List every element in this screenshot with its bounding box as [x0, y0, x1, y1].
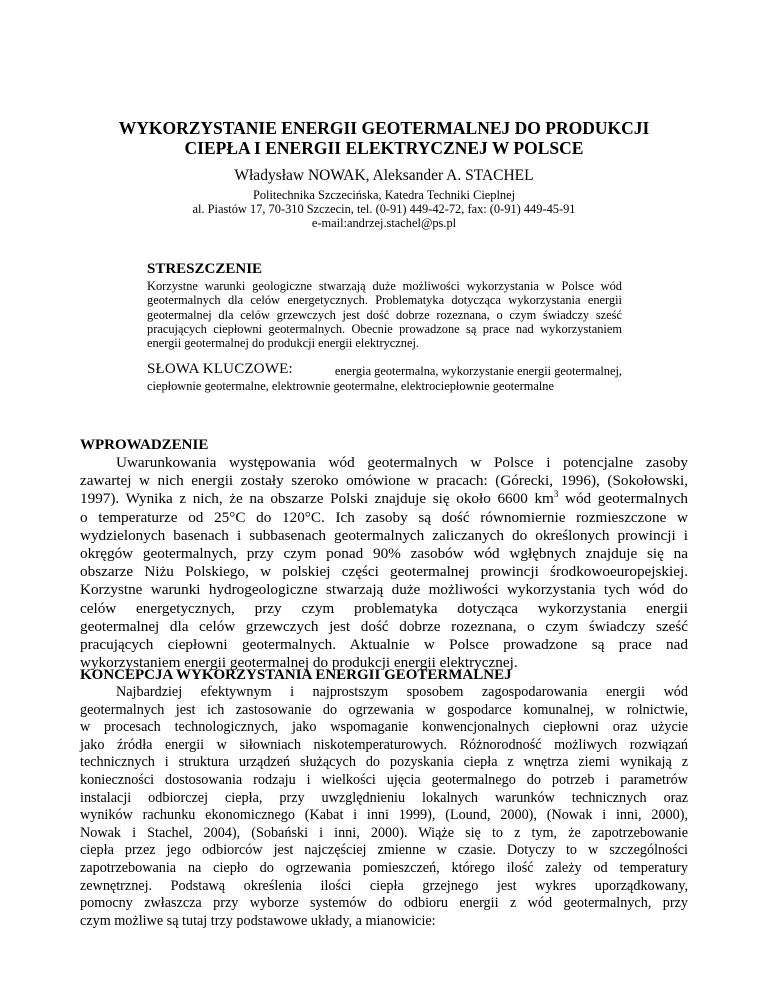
intro-line: okręgów geotermalnych, przy czym ponad 90% zasobów wód wgłębnych znajduje się na: [80, 545, 688, 563]
intro-line: pracujących ciepłowni geotermalnych. Aktualnie w Polsce prowadzone są prace nad: [80, 636, 688, 654]
abstract-heading: STRESZCZENIE: [147, 261, 263, 277]
abstract-line: Korzystne warunki geologiczne stwarzają duże możliwości wykorzystania w Polsce wód: [147, 279, 622, 293]
concept-line: czym możliwe są tutaj trzy podstawowe układy, a mianowicie:: [80, 912, 436, 929]
concept-line: technicznych i struktura urządzeń służących do pozyskania ciepła z wnętrza ziemi wynikają z: [80, 754, 688, 771]
concept-body: [80, 684, 688, 930]
intro-line: 1997). Wynika z nich, że na obszarze Polski znajduje się około 6600 $km^3$ wód geotermalnych: [80, 489, 688, 508]
affiliation-line: al. Piastów 17, 70-310 Szczecin, tel. (0-91) 449-42-72, fax: (0-91) 449-45-91: [192, 202, 576, 216]
concept-line: Nowak i Stachel, 2004), (Sobański i inni, 2000). Wiąże się to z tym, że zapotrzebowanie: [80, 824, 688, 841]
intro-line: wykorzystaniem energii geotermalnej do produkcji energii elektrycznej.: [80, 654, 518, 672]
affiliation: [60, 188, 708, 230]
abstract-line: geotermalnej dla celów grzewczych jest dość dobrze rozeznana, o czym świadczy sześć: [147, 307, 622, 322]
intro-line: o temperaturze od 25°C do 120°C. Ich zasoby są dość równomiernie rozmieszczone w: [80, 508, 688, 526]
concept-heading: KONCEPCJA WYKORZYSTANIA ENERGII GEOTERMALNEJ: [80, 667, 512, 683]
concept-line: w procesach technologicznych, jako wspomaganie konwencjonalnych ciepłowni oraz użycie: [80, 719, 688, 736]
intro-section: [80, 436, 688, 672]
concept-line: wyników rachunku ekonomicznego (Kabat i inni 1999), (Lound, 2000), (Nowak i inni, 2000),: [80, 807, 688, 824]
intro-line: zawartej w nich energii zostały szeroko omówione w pracach: (Górecki, 1996), (Sokołowski,: [80, 472, 688, 490]
concept-line: instalacji odbiorczej ciepła, przy uwzględnieniu lokalnych warunków technicznych oraz: [80, 789, 688, 806]
intro-body: [80, 454, 688, 672]
title-line-2: CIEPŁA I ENERGII ELEKTRYCZNEJ W POLSCE: [184, 138, 584, 158]
authors: Władysław NOWAK, Aleksander A. STACHEL: [234, 167, 534, 184]
intro-line: celów energetycznych, przy czym problematyka dotycząca wykorzystania energii: [80, 599, 688, 617]
keywords-line-1: energia geotermalna, wykorzystanie energii geotermalnej,: [334, 364, 622, 378]
concept-line: zapotrzebowania na ciepło do ogrzewania pomieszczeń, którego ilość zależy od temperatury: [80, 859, 688, 876]
concept-section: [80, 666, 688, 930]
concept-line: Najbardziej efektywnym i najprostszym sposobem zagospodarowania energii wód: [116, 684, 688, 700]
concept-line: pomocny zwłaszcza przy wyborze systemów do odbioru energii z wód geotermalnych, przy: [80, 895, 688, 912]
concept-line: geotermalnych jest ich zastosowanie do ogrzewania w gospodarce komunalnej, w rolnictwie,: [80, 701, 688, 718]
intro-line: Korzystne warunki hydrogeologiczne stwarzają duże możliwości wykorzystania tych wód do: [80, 581, 688, 599]
keywords: [147, 362, 622, 394]
concept-line: ciepła przez jego odbiorców jest najczęściej zmienne w czasie. Dotyczy to w szczególności: [80, 842, 688, 859]
keywords-line-2: ciepłownie geotermalne, elektrownie geotermalne, elektrociepłownie geotermalne: [147, 379, 554, 393]
concept-line: zewnętrznej. Podstawą określenia ilości ciepła grzejnego jest wykres uporządkowany,: [80, 877, 688, 894]
affiliation-email: e-mail:andrzej.stachel@ps.pl: [311, 216, 457, 230]
keywords-heading: SŁOWA KLUCZOWE:: [147, 361, 293, 377]
abstract-text: [147, 279, 622, 350]
superscript: 3: [553, 489, 559, 500]
intro-heading: WPROWADZENIE: [80, 437, 209, 453]
title-line-1: WYKORZYSTANIE ENERGII GEOTERMALNEJ DO PRODUKCJI: [118, 118, 650, 138]
intro-line: obszarze Niżu Polskiego, w polskiej części geotermalnej prowincji środkowoeuropejskiej.: [80, 563, 688, 581]
abstract-line: geotermalnych dla celów energetycznych. Problematyka dotycząca wykorzystania energii: [147, 293, 622, 308]
paper-title: [60, 118, 708, 158]
abstract-line: energii geotermalnej do produkcji energii elektrycznej.: [147, 336, 420, 351]
affiliation-line: Politechnika Szczecińska, Katedra Techniki Cieplnej: [252, 188, 516, 202]
intro-line: Uwarunkowania występowania wód geotermalnych w Polsce i potencjalne zasoby: [116, 454, 688, 471]
concept-line: konieczności dostosowania rodzaju i wielkości ujęcia geotermalnego do potrzeb i parametrów: [80, 771, 688, 788]
intro-line: geotermalnej dla celów grzewczych jest dość dobrze rozeznana, o czym świadczy sześć: [80, 617, 688, 635]
abstract-line: pracujących ciepłowni geotermalnych. Obecnie prowadzone są prace nad wykorzystaniem: [147, 321, 622, 336]
intro-line: wydzielonych basenach i subbasenach geotermalnych zaliczanych do określonych prowincji i: [80, 526, 688, 544]
concept-line: jako źródła energii w siłowniach niskotemperaturowych. Różnorodność możliwych rozwiązań: [80, 736, 688, 753]
